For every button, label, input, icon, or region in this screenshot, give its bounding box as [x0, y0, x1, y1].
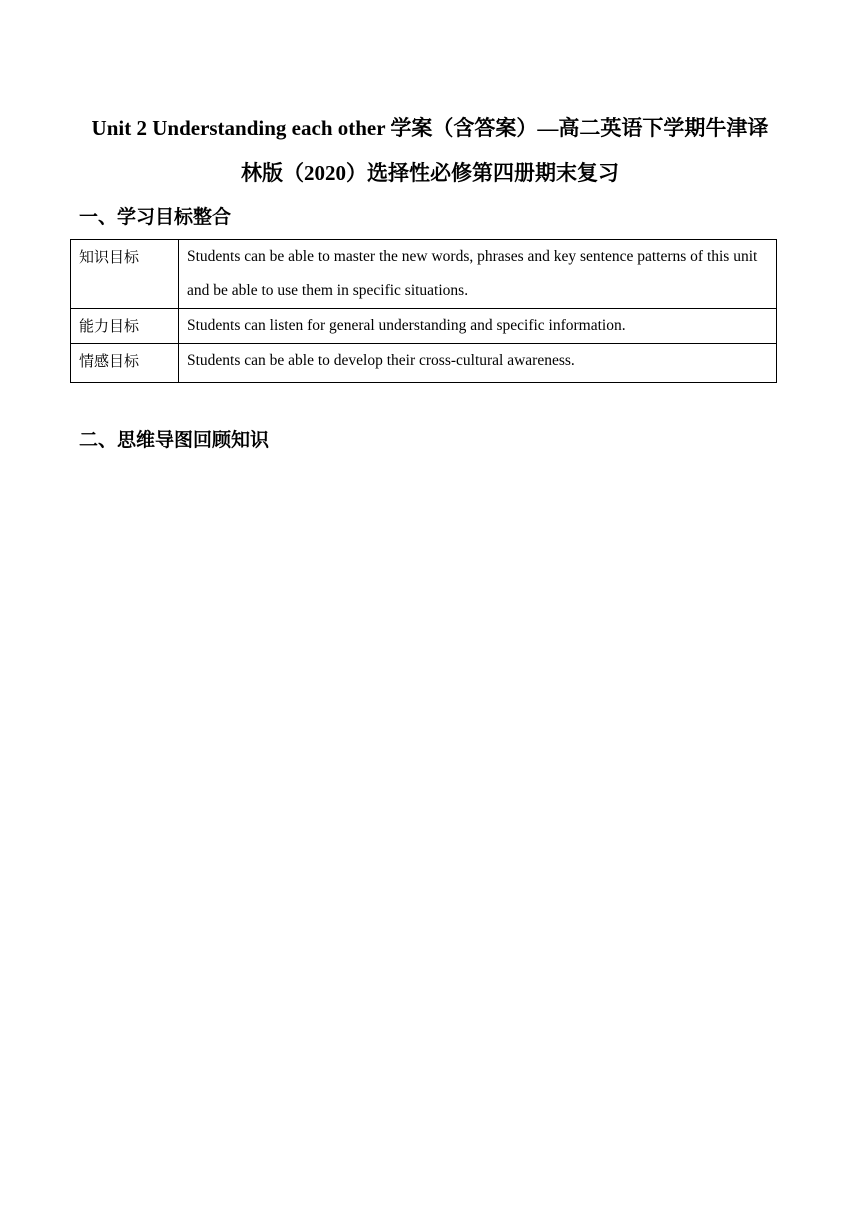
- objectives-table: [70, 239, 777, 383]
- section-heading-objectives: 一、学习目标整合: [79, 206, 232, 228]
- objective-label: 知识目标: [71, 240, 179, 309]
- objective-text: Students can be able to master the new words, phrases and key sentence patterns of this unit and be able to use them in specific situations.: [179, 240, 777, 309]
- document-title-line-2: 林版（2020）选择性必修第四册期末复习: [241, 161, 619, 185]
- table-row: [71, 309, 777, 344]
- objective-text: Students can listen for general understanding and specific information.: [179, 309, 777, 344]
- table-row: [71, 240, 777, 309]
- table-row: [71, 344, 777, 383]
- objective-label: 能力目标: [71, 309, 179, 344]
- objective-label: 情感目标: [71, 344, 179, 383]
- document-title-line-1: Unit 2 Understanding each other 学案（含答案）—高二英语下学期牛津译: [91, 116, 769, 140]
- section-heading-mind-map: 二、思维导图回顾知识: [79, 429, 270, 451]
- objective-text: Students can be able to develop their cross-cultural awareness.: [179, 344, 777, 383]
